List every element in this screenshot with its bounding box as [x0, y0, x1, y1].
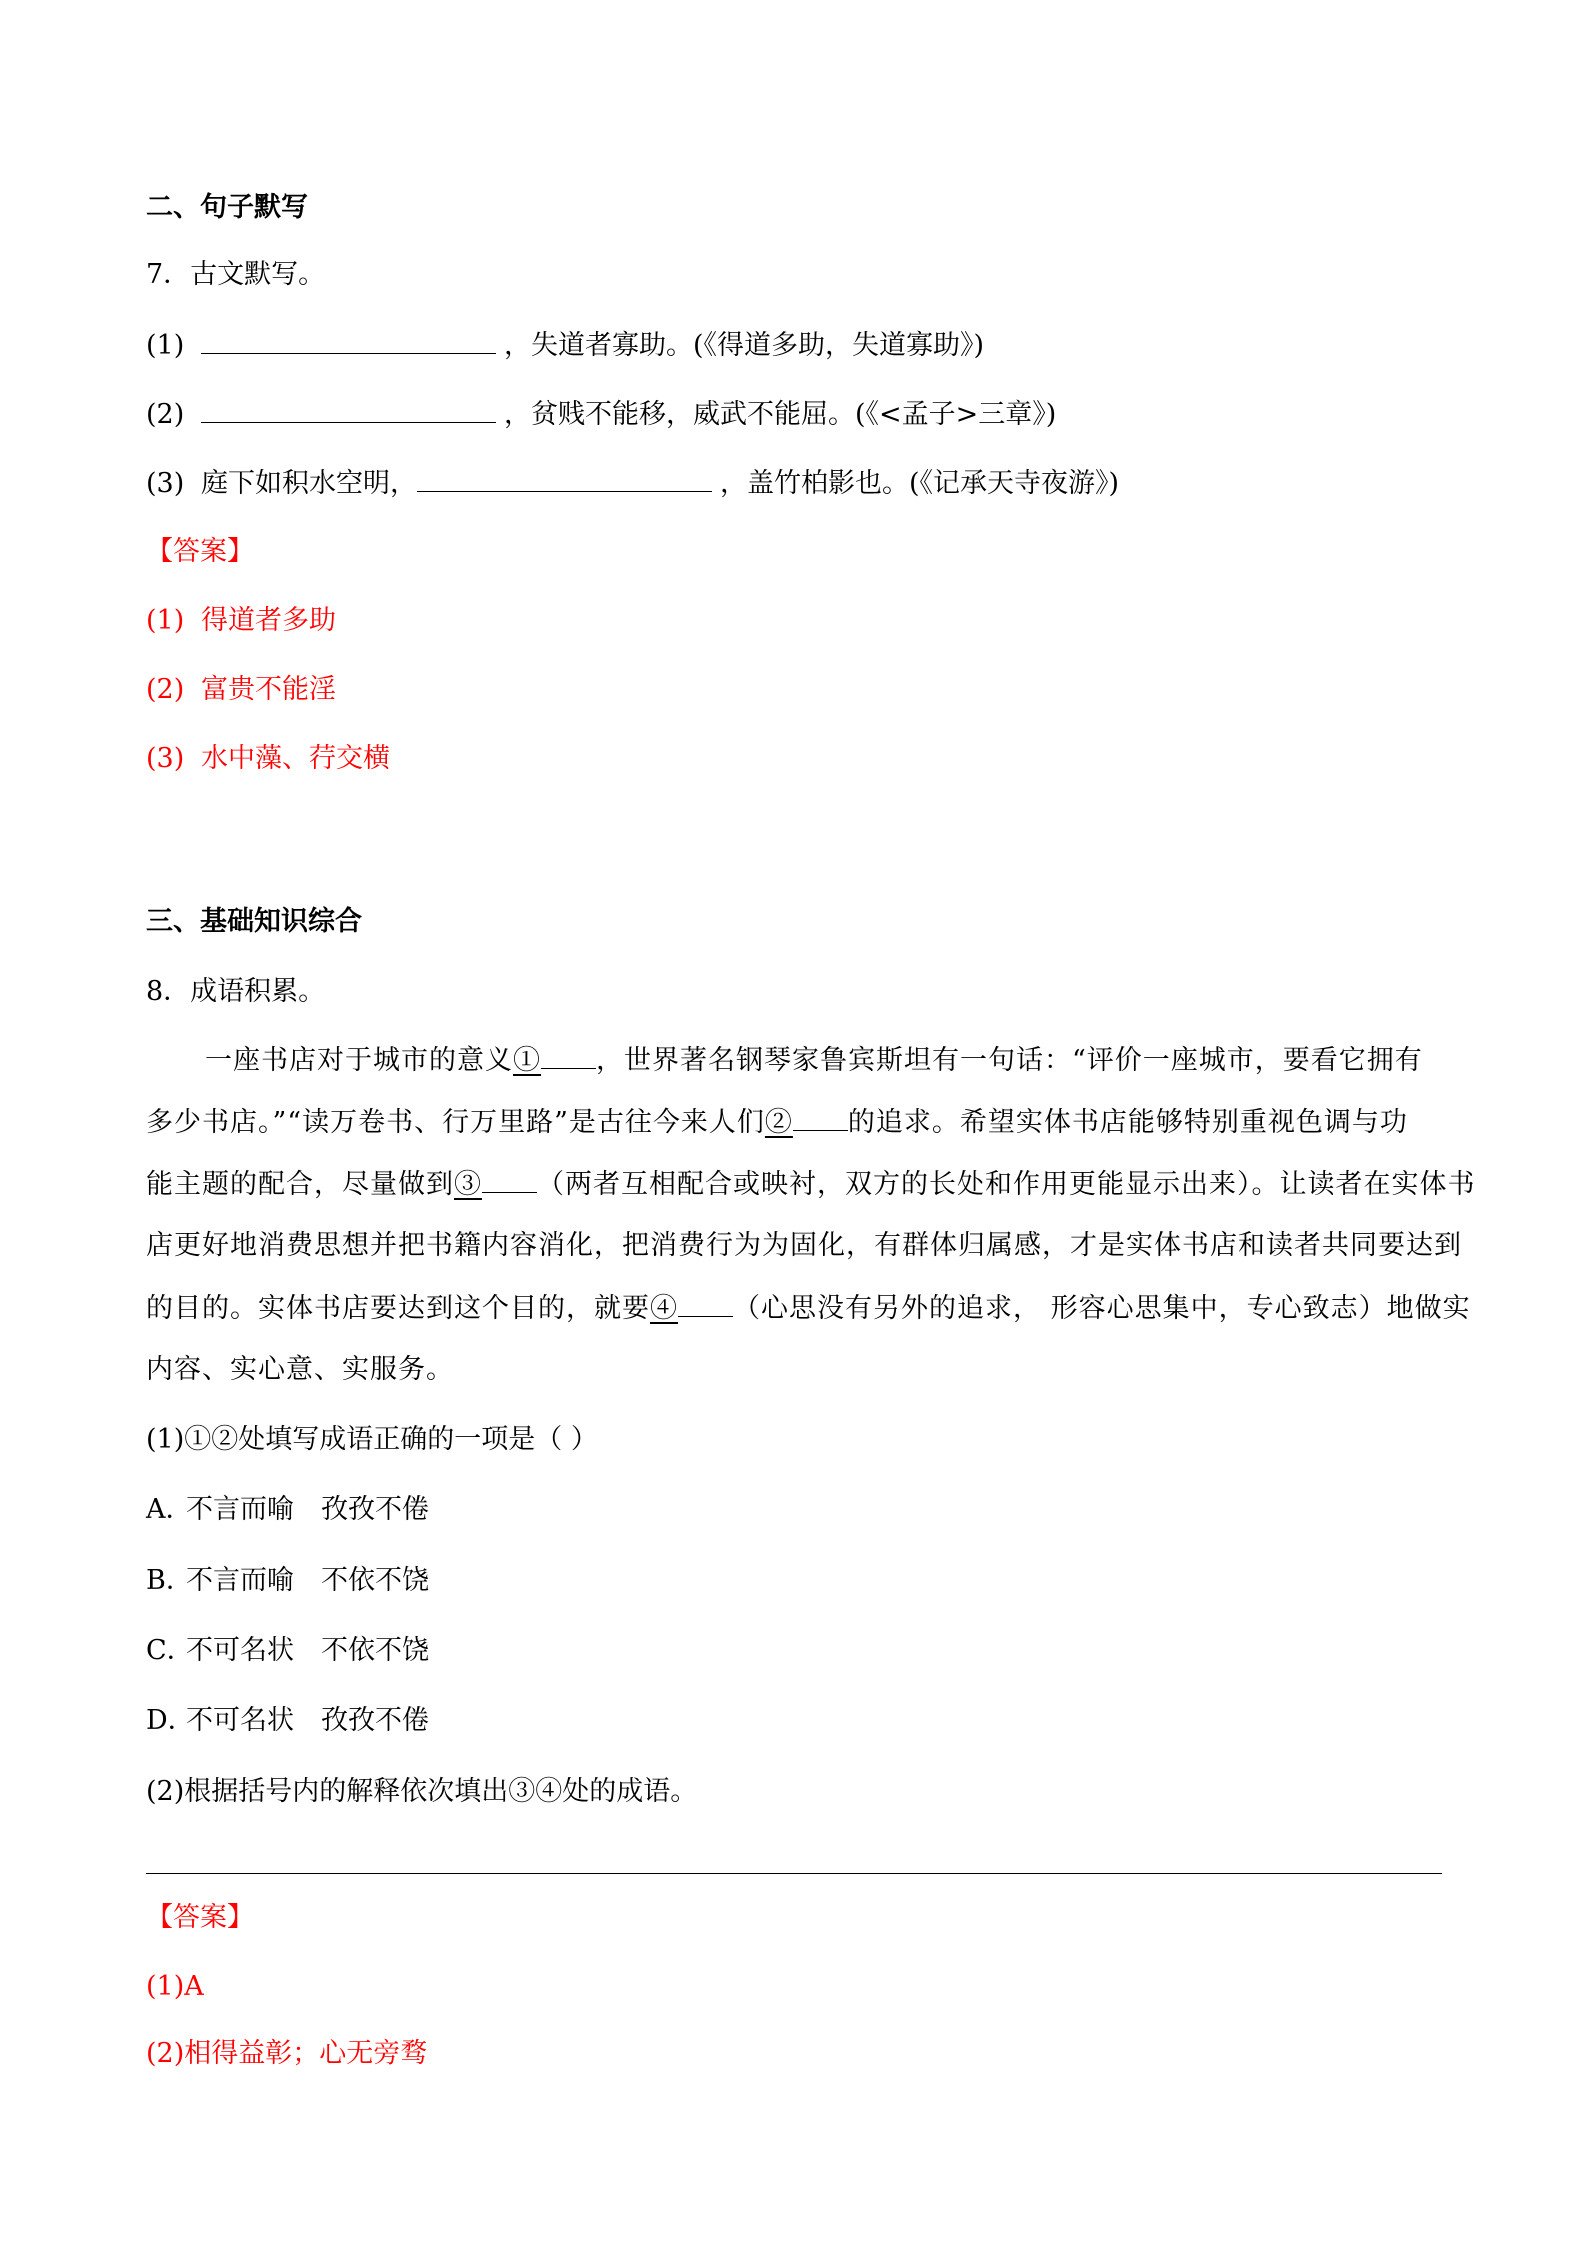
question-stem: 8．成语积累。 [146, 976, 326, 1007]
passage-text: 多少书店。”“读万卷书、行万里路”是古往今来人们 [146, 1107, 765, 1138]
passage-text: （心思没有另外的追求， 形容心思集中，专心致志）地做实 [733, 1293, 1471, 1324]
item-number: (3) [146, 468, 185, 499]
answer-number: (3) [146, 743, 185, 774]
option-tag: B． [146, 1565, 193, 1596]
sub-question: (2)根据括号内的解释依次填出③④处的成语。 [146, 1776, 698, 1807]
answer-blank [678, 1288, 733, 1317]
section-title: 二、句子默写 [146, 192, 308, 223]
option-text: 不言而喻 孜孜不倦 [186, 1494, 429, 1525]
blank-marker-1: ① [513, 1045, 541, 1076]
passage-line [146, 1102, 1408, 1143]
answer-label: 【答案】 [146, 1902, 254, 1933]
option-d [146, 1701, 429, 1741]
answer-blank [417, 463, 712, 492]
answer-item: (2)相得益彰；心无旁骛 [146, 2038, 428, 2069]
option-c [146, 1631, 429, 1671]
answer-number: (2) [146, 674, 185, 705]
item-text: 庭下如积水空明， [201, 468, 417, 499]
passage-text: 能主题的配合，尽量做到 [146, 1169, 454, 1200]
option-text: 不可名状 孜孜不倦 [186, 1705, 429, 1736]
answer-blank [541, 1040, 596, 1069]
answer-blank [793, 1102, 848, 1131]
item-text: ，失道者寡助。(《得道多助，失道寡助》) [504, 330, 985, 361]
answer-text: 富贵不能淫 [201, 674, 336, 705]
passage-line [205, 1040, 1423, 1081]
passage-line [146, 1164, 1476, 1205]
sub-question: (1)①②处填写成语正确的一项是（ ） [146, 1424, 598, 1455]
option-a [146, 1490, 429, 1530]
item-text: ，贫贱不能移，威武不能屈。(《<孟子>三章》) [504, 399, 1057, 430]
option-text: 不言而喻 不依不饶 [186, 1565, 429, 1596]
section-title: 三、基础知识综合 [146, 906, 362, 937]
passage-line [146, 1288, 1471, 1329]
answer-label: 【答案】 [146, 536, 254, 567]
passage-text: ，世界著名钢琴家鲁宾斯坦有一句话：“评价一座城市，要看它拥有 [596, 1045, 1423, 1076]
item-text: ，盖竹柏影也。(《记承天寺夜游》) [720, 468, 1120, 499]
answer-blank [201, 394, 496, 423]
blank-marker-4: ④ [650, 1293, 678, 1324]
question-stem: 7．古文默写。 [146, 259, 326, 290]
item-number: (1) [146, 330, 185, 361]
answer-item [146, 601, 336, 641]
answer-blank [201, 325, 496, 354]
answer-item [146, 739, 390, 779]
option-b [146, 1561, 429, 1601]
question-item [146, 394, 1056, 435]
answer-item [146, 670, 336, 710]
answer-item: (1)A [146, 1971, 204, 2002]
answer-number: (1) [146, 605, 185, 636]
option-tag: A． [146, 1494, 193, 1525]
answer-text: 水中藻、荇交横 [201, 743, 390, 774]
passage-text: （两者互相配合或映衬，双方的长处和作用更能显示出来）。让读者在实体书 [537, 1169, 1476, 1200]
answer-blank [482, 1164, 537, 1193]
option-text: 不可名状 不依不饶 [186, 1635, 429, 1666]
answer-text: 得道者多助 [201, 605, 336, 636]
question-item [146, 325, 984, 366]
divider [146, 1873, 1442, 1874]
passage-text: 的追求。希望实体书店能够特别重视色调与功 [847, 1107, 1408, 1138]
blank-marker-2: ② [764, 1107, 793, 1138]
item-number: (2) [146, 399, 185, 430]
passage-text: 的目的。实体书店要达到这个目的，就要 [146, 1293, 650, 1324]
passage-line: 内容、实心意、实服务。 [146, 1354, 454, 1385]
option-tag: D． [146, 1705, 195, 1736]
option-tag: C． [146, 1635, 194, 1666]
passage-line: 店更好地消费思想并把书籍内容消化，把消费行为为固化，有群体归属感，才是实体书店和读者共同要达到 [146, 1230, 1462, 1261]
passage-text: 一座书店对于城市的意义 [205, 1045, 513, 1076]
question-item [146, 463, 1119, 504]
blank-marker-3: ③ [454, 1169, 482, 1200]
